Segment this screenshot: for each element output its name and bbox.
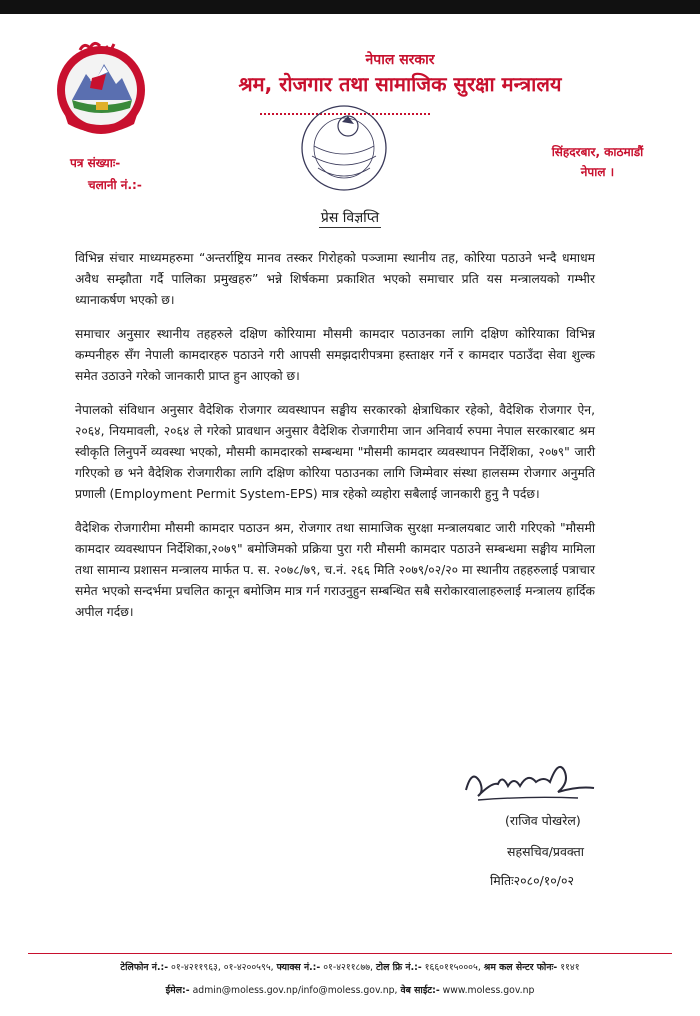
footer-contact-line — [0, 960, 700, 973]
tollfree-number: १६६०११५०००५, — [424, 962, 481, 973]
government-name: नेपाल सरकार — [365, 52, 435, 68]
nepal-emblem-icon — [50, 38, 152, 138]
dispatch-number-label: चलानी नं.:- — [88, 178, 142, 192]
callcenter-label: श्रम कल सेन्टर फोनः- — [483, 962, 558, 973]
top-border — [0, 0, 700, 14]
callcenter-number: ११४१ — [560, 962, 580, 973]
phone-numbers: ०१-४२११९६३, ०१-४२००५९५, — [171, 962, 274, 973]
fax-number: ०१-४२११८७७, — [323, 962, 374, 973]
reference-block — [70, 152, 142, 196]
email-address[interactable]: admin@moless.gov.np/info@moless.gov.np, — [192, 985, 398, 996]
paragraph-4: वैदेशिक रोजगारीमा मौसमी कामदार पठाउन श्रम, रोजगार तथा सामाजिक सुरक्षा मन्त्रालयबाट जारी गरिएको "मौसमी कामदार व्यवस्थापन निर्देशिका,२०७९" बमोजिमको प्रक्रिया पुरा गरी मौसमी कामदार पठाउने सम्बन्धमा सङ्घीय मामिला तथा सामान्य प्रशासन मन्त्रालय मार्फत प. स. २०७८/७९, च.नं. २६६ मिति २०७९/०२/२० मा स्थानीय तहहरुलाई पत्राचार समेत भएको सन्दर्भमा प्रचलित कानून बमोजिम मात्र गर्न गराउनुहुन सम्बन्धित सबै सरोकारवालाहरुलाई मन्त्रालय हार्दिक अपील गर्दछ। — [75, 521, 595, 619]
signatory-designation: सहसचिव/प्रवक्ता — [507, 844, 584, 859]
paragraph-3: नेपालको संविधान अनुसार वैदेशिक रोजगार व्यवस्थापन सङ्घीय सरकारको क्षेत्राधिकार रहेको, वैदेशिक रोजगार ऐन, २०६४, नियमावली, २०६४ ले गरेको प्रावधान अनुसार वैदेशिक रोजगारीमा जान अनिवार्य रुपमा नेपाल सरकारबाट श्रम स्वीकृति लिनुपर्ने व्यवस्था भएको, मौसमी कामदारको सम्बन्धमा "मौसमी कामदार व्यवस्थापन निर्देशिका, २०७९" जारी गरिएको छ भने वैदेशिक रोजगारीका लागि दक्षिण कोरिया पठाउनका लागि जिम्मेवार संस्था हालसम्म रोजगार अनुमति प्रणाली (Employment Permit System-EPS) मात्र रहेको व्यहोरा सबैलाई जानकारी हुनु नै पर्दछ। — [75, 403, 595, 501]
document-title — [0, 208, 700, 228]
ministry-name: श्रम, रोजगार तथा सामाजिक सुरक्षा मन्त्रालय — [238, 72, 562, 96]
letter-number-label: पत्र संख्याः- — [70, 156, 121, 170]
fax-label: फ्याक्स नं.:- — [276, 962, 321, 973]
website-link[interactable]: www.moless.gov.np — [442, 985, 535, 996]
office-stamp-icon — [298, 102, 390, 194]
address-block — [540, 142, 655, 182]
document-body — [75, 248, 595, 636]
signature-icon — [458, 752, 608, 812]
footer-web-line — [0, 983, 700, 996]
email-label: ईमेल:- — [165, 985, 190, 996]
address-line-2: नेपाल । — [580, 165, 615, 179]
paragraph-2: समाचार अनुसार स्थानीय तहहरुले दक्षिण कोरियामा मौसमी कामदार पठाउनका लागि दक्षिण कोरियाका विभिन्न कम्पनीहरु सँग नेपाली कामदारहरु पठाउने गरी आपसी समझदारीपत्रमा हस्ताक्षर गर्ने र कामदार पठाउँदा सेवा शुल्क समेत उठाउने गरेको जानकारी प्राप्त हुन आएको छ। — [75, 327, 595, 383]
footer-divider — [28, 953, 672, 954]
phone-label: टेलिफोन नं.:- — [120, 962, 169, 973]
website-label: वेब साईट:- — [400, 985, 440, 996]
paragraph-1: विभिन्न संचार माध्यमहरुमा “अन्तर्राष्ट्रिय मानव तस्कर गिरोहको पञ्जामा स्थानीय तह, कोरिया पठाउने भन्दै धमाधम अवैध सम्झौता गर्दै पालिका प्रमुखहरु” भन्ने शिर्षकमा प्रकाशित भएको समाचार प्रति यस मन्त्रालयको गम्भीर ध्यानाकर्षण भएको छ। — [75, 251, 595, 307]
address-line-1: सिंहदरबार, काठमाडौं — [551, 145, 644, 159]
signatory-name: (राजिव पोखरेल) — [505, 813, 581, 828]
title-text: प्रेस विज्ञप्ति — [320, 210, 380, 226]
document-date: मितिः२०८०/१०/०२ — [490, 873, 575, 888]
tollfree-label: टोल फ्रि नं.:- — [375, 962, 422, 973]
